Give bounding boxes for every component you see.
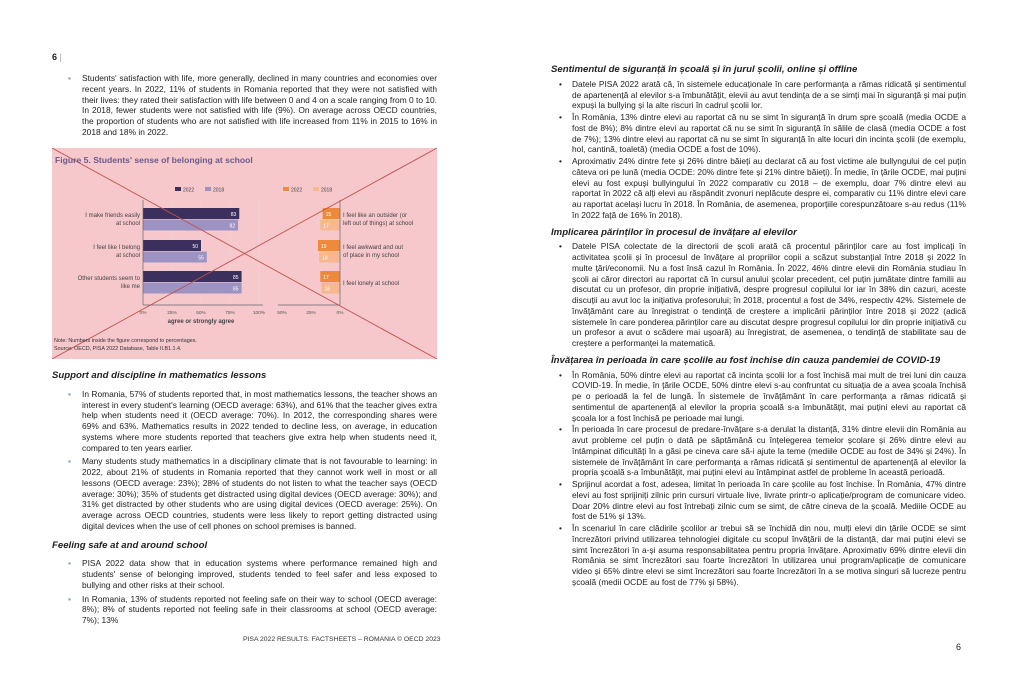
- bullet-icon: •: [559, 523, 562, 533]
- bar-2018: [143, 220, 238, 231]
- paragraph: În perioada în care procesul de predare-învățare s-a derulat la distanță, 31% dintre elevii din România au avut probleme cel puțin o dată pe săptămână cu înțelegerea temelor școlare și 26% dintre elevi au întâmpinat dificultăți în a găsi pe cineva care să-i ajute la teme (mediile OCDE au fost de 34% și 24%). În sistemele de învățământ în care performanța a rămas ridicată și sentimentul de apartenență al elevilor la propria școală s-a îmbunătățit, mai puțini elevi au întâmpinat astfel de probleme în această perioadă.: [572, 424, 966, 478]
- bullet-icon: •: [559, 78, 562, 89]
- category-label: I make friends easily: [85, 213, 140, 219]
- bullet-icon: •: [559, 156, 562, 166]
- paragraph: Sprijinul acordat a fost, adesea, limitat în perioada în care școlile au fost închise. În România, 47% dintre elevi au fost sprijiniți zilnic prin cursuri virtuale live, livrate printr-o aplicație/program de comunicare video. Doar 20% dintre elevi au fost întrebați zilnic cum se simt, de către cineva de la școală. Mediile OCDE au fost de 51% și 13%.: [572, 479, 966, 522]
- bullet-icon: ▪: [68, 456, 71, 467]
- section-feeling-safe: [52, 541, 437, 626]
- page-number-right: 6: [956, 642, 962, 652]
- paragraph: In Romania, 13% of students reported not feeling safe on their way to school (OECD average: 8%); 8% of students reported not feeling safe in their classrooms at school (OECD average: 7%); 13%: [82, 593, 437, 625]
- legend-label: 2018: [321, 187, 333, 194]
- figure-sense-of-belonging: [52, 148, 437, 359]
- section-heading: Support and discipline in mathematics lessons: [52, 370, 267, 381]
- legend-swatch: [313, 187, 319, 191]
- section-parents: [551, 226, 966, 349]
- list-item: [68, 594, 437, 626]
- category-label: I feel lonely at school: [343, 281, 400, 287]
- bar-value-label: 55: [198, 255, 204, 262]
- paragraph: Aproximativ 24% dintre fete și 26% dintre băieți au declarat că au fost victime ale bullyngului de cel puțin câteva ori pe lună (media OCDE: 20% dintre fete și 21% dintre băieți). În medie, în țările OCDE, mai puțini elevi au fost expuși bullyingului în 2022 comparativ cu 2018 – de exemplu, doar 7% dintre elevi au raportat în 2022 că alți elevi au răspândit zvonuri neplăcute despre ei, comparativ cu 11% dintre elevi care au raportat același lucru în 2018. În România, de asemenea, proporțiile corespunzătoare s-au redus (11% în 2022 față de 16% în 2018).: [572, 156, 966, 220]
- x-tick-label: 0%: [139, 311, 147, 316]
- paragraph: In Romania, 57% of students reported that, in most mathematics lessons, the teacher shows an interest in every student's learning (OECD average: 63%), and 61% that the teacher gives extra help when students need it (OECD average: 70%). In 2012, the corresponding shares were 69% and 63%. Mathematics results in 2022 tended to decline less, on average, in education systems where more students reported that teachers give extra help when students need it, compared to ten years earlier.: [82, 388, 437, 453]
- bullet-icon: ▪: [68, 593, 71, 604]
- right-page-content: [551, 58, 966, 589]
- x-tick-label: 75%: [225, 311, 235, 316]
- page-number-left: 6 |: [52, 52, 62, 62]
- list-item: [559, 523, 966, 588]
- category-label: at school: [115, 221, 140, 227]
- legend-label: 2018: [213, 187, 225, 194]
- paragraph: PISA 2022 data show that in education systems where performance remained high and students' sense of belonging improved, students tended to feel safer and less exposed to bullying and other risks at their school.: [82, 558, 437, 590]
- list-item: [559, 479, 966, 522]
- section-safety: [551, 64, 966, 221]
- bullet-icon: •: [559, 369, 562, 380]
- paragraph: Datele PISA colectate de la directorii de școli arată că procentul părinților care au fost implicați în activitatea școlii și în procesul de învățare al propriilor copii a scăzut substanțial între 2018 și 2022 în multe țări/economii. Nu a fost însă cazul în România. În 2022, 46% dintre elevii din România studiau în școli ai căror directori au raportat că în cursul anului școlar precedent, cel puțin jumătate dintre familii au discutat cu un profesor, din proprie inițiativă, despre progresul copilului lor iar în 38% din cazuri, aceste discuții au avut loc la inițiativa profesorului; în 2018, procentul a fost de 34%, respectiv 42%. Sistemele de învățământ care au înregistrat o tendință de creștere a implicării părinților între 2018 și 2022 (adică sistemele în care ponderea părinților care au discutat despre progresul copilului lor din proprie inițiativă cu un profesor a avut o scădere mai ușoară) au înregistrat, de asemenea, o tendință de stabilitate sau de creștere a performanței la matematică.: [572, 241, 966, 348]
- section-heading: Sentimentul de siguranță în școală și în jurul școlii, online și offline: [551, 64, 858, 75]
- figure-source: Source: OECD, PISA 2022 Database, Table II.B1.1.4.: [54, 346, 182, 352]
- legend-swatch: [283, 187, 289, 191]
- bar-value-label: 17: [323, 275, 329, 281]
- section-support: [52, 371, 437, 532]
- bullet-icon: •: [559, 241, 562, 252]
- legend-swatch: [175, 187, 181, 191]
- bar-value-label: 17: [323, 223, 329, 230]
- list-item: [559, 370, 966, 424]
- bullet-icon: ▪: [68, 73, 71, 83]
- bar-2018: [143, 283, 242, 294]
- legend-label: 2022: [183, 187, 195, 194]
- page-footer: PISA 2022 RESULTS: FACTSHEETS – ROMANIA © OECD 2023: [243, 636, 441, 643]
- bar-value-label: 19: [320, 244, 327, 250]
- x-tick-label: 50%: [277, 311, 287, 316]
- bar-2022: [143, 271, 242, 282]
- bar-value-label: 85: [233, 286, 239, 293]
- section-covid: [551, 354, 966, 588]
- section-heading: Feeling safe at and around school: [52, 539, 208, 551]
- list-item: [68, 73, 437, 138]
- list-item: [68, 558, 437, 590]
- list-item: [559, 424, 966, 478]
- category-label: of place in my school: [343, 253, 400, 259]
- x-tick-label: 25%: [167, 311, 177, 316]
- bar-value-label: 83: [230, 212, 237, 218]
- category-label: I feel like I belong: [93, 245, 140, 251]
- bar-2018: [143, 252, 207, 263]
- left-sections: [52, 362, 437, 629]
- category-label: like me: [120, 284, 140, 290]
- bar-value-label: 50: [192, 244, 198, 250]
- bullet-icon: •: [559, 479, 562, 489]
- bar-value-label: 16: [324, 286, 331, 293]
- left-intro: [68, 73, 437, 141]
- list-item: [559, 241, 966, 349]
- bar-value-label: 18: [322, 255, 328, 262]
- paragraph: Many students study mathematics in a disciplinary climate that is not favourable to learning: in 2022, about 21% of students in Romania reported that they cannot work well in most or all lessons (OECD average: 23%); 28% of students do not listen to what the teacher says (OECD average: 30%); 35% of students get distracted using digital devices (OECD average: 30%); and 31% get distracted by other students who are using digital devices (OECD average: 25%). On average across OECD countries, students were less likely to report getting distracted using digital devices when the use of cell phones on school premises is banned.: [82, 456, 437, 531]
- paragraph: Datele PISA 2022 arată că, în sistemele educaționale în care performanța a rămas ridicată și sentimentul de apartenență al elevilor s-a îmbunătățit, elevii au avut tendința de a se simți mai în siguranță și mai puțin expuși la bullying și la alte riscuri în cadrul școlii lor.: [572, 78, 966, 111]
- bar-chart: [52, 148, 437, 359]
- x-tick-label: 25%: [306, 311, 316, 316]
- section-heading: Implicarea părinților în procesul de învățare al elevilor: [551, 226, 797, 238]
- bullet-icon: ▪: [68, 388, 71, 399]
- list-item: [559, 79, 966, 111]
- category-label: I feel awkward and out: [343, 245, 404, 251]
- section-heading: Învățarea în perioada în care școlile au fost închise din cauza pandemiei de COVID-19: [551, 354, 941, 366]
- bar-2022: [143, 208, 239, 219]
- bullet-icon: ▪: [68, 558, 71, 569]
- x-tick-label: 0%: [336, 311, 344, 316]
- paragraph: În România, 50% dintre elevi au raportat că incinta școlii lor a fost închisă mai mult de trei luni din cauza COVID-19. În medie, în țările OCDE, 50% dintre elevi s-au confruntat cu situația de a avea școala închisă pe o perioadă la fel de lungă. În sistemele de învățământ în care performanța a rămas ridicată și sentimentul de apartenență al elevilor la propria școală s-a îmbunătățit, mai puțini elevi au raportat că școala lor a fost închisă pe perioade mai lungi.: [572, 369, 966, 423]
- category-label: at school: [115, 253, 140, 259]
- paragraph: Students' satisfaction with life, more generally, declined in many countries and economies over recent years. In 2022, 11% of students in Romania reported that they were not satisfied with their lives: they rated their satisfaction with life between 0 and 4 on a scale ranging from 0 to 10. In 2018, fewer students were not satisfied with life (9%). On average across OECD countries, the proportion of students who are not satisfied with life increased from 11% in 2015 to 16% in 2018 and 18% in 2022.: [82, 73, 437, 137]
- list-item: [559, 156, 966, 221]
- category-label: I feel like an outsider (or: [343, 213, 408, 219]
- list-item: [559, 112, 966, 155]
- figure-note: Note: Numbers inside the figure correspond to percentages.: [54, 338, 197, 344]
- x-axis-label: agree or strongly agree: [167, 319, 235, 325]
- bar-value-label: 85: [233, 275, 239, 281]
- paragraph: În scenariul în care clădirile școlilor ar trebui să se închidă din nou, mulți elevi din țările OCDE se simt încrezători privind utilizarea tehnologiei digitale cu scopul învățării de la distanță, dar mai puțini elevi se simt încrezători în a-și asuma responsabilitatea pentru propria învățare. Aproximativ 69% dintre elevii din România se simt încrezători sau foarte încrezători în utilizarea unui program/aplicație de comunicare video și 65% dintre elevi se simt încrezători sau foarte încrezători în a se motiva singuri să lucreze pentru școală (medii OCDE au fost de 77% și 58%).: [572, 523, 966, 587]
- list-item: [68, 389, 437, 454]
- x-tick-label: 50%: [196, 311, 206, 316]
- category-label: left out of things) at school: [343, 221, 414, 227]
- category-label: Other students seem to: [77, 276, 140, 282]
- legend-swatch: [205, 187, 211, 191]
- paragraph: În România, 13% dintre elevi au raportat că nu se simt în siguranță în drum spre școală (media OCDE a fost de 8%); 8% dintre elevi au raportat că nu se simt în siguranță în sălile de clasă (media OCDE a fost de 7%); 13% dintre elevi au raportat că nu se simt în siguranță în alte locuri din incinta școlii (de exemplu, hol, cantină, toaletă) (media OCDE a fost de 10%).: [572, 112, 966, 155]
- figure-title: Figure 5. Students' sense of belonging at school: [55, 155, 253, 165]
- bullet-icon: •: [559, 112, 562, 122]
- bar-value-label: 15: [325, 212, 332, 218]
- bullet-icon: •: [559, 424, 562, 435]
- bar-value-label: 82: [229, 223, 236, 230]
- x-tick-label: 100%: [252, 311, 266, 316]
- legend-label: 2022: [291, 187, 303, 194]
- list-item: [68, 456, 437, 531]
